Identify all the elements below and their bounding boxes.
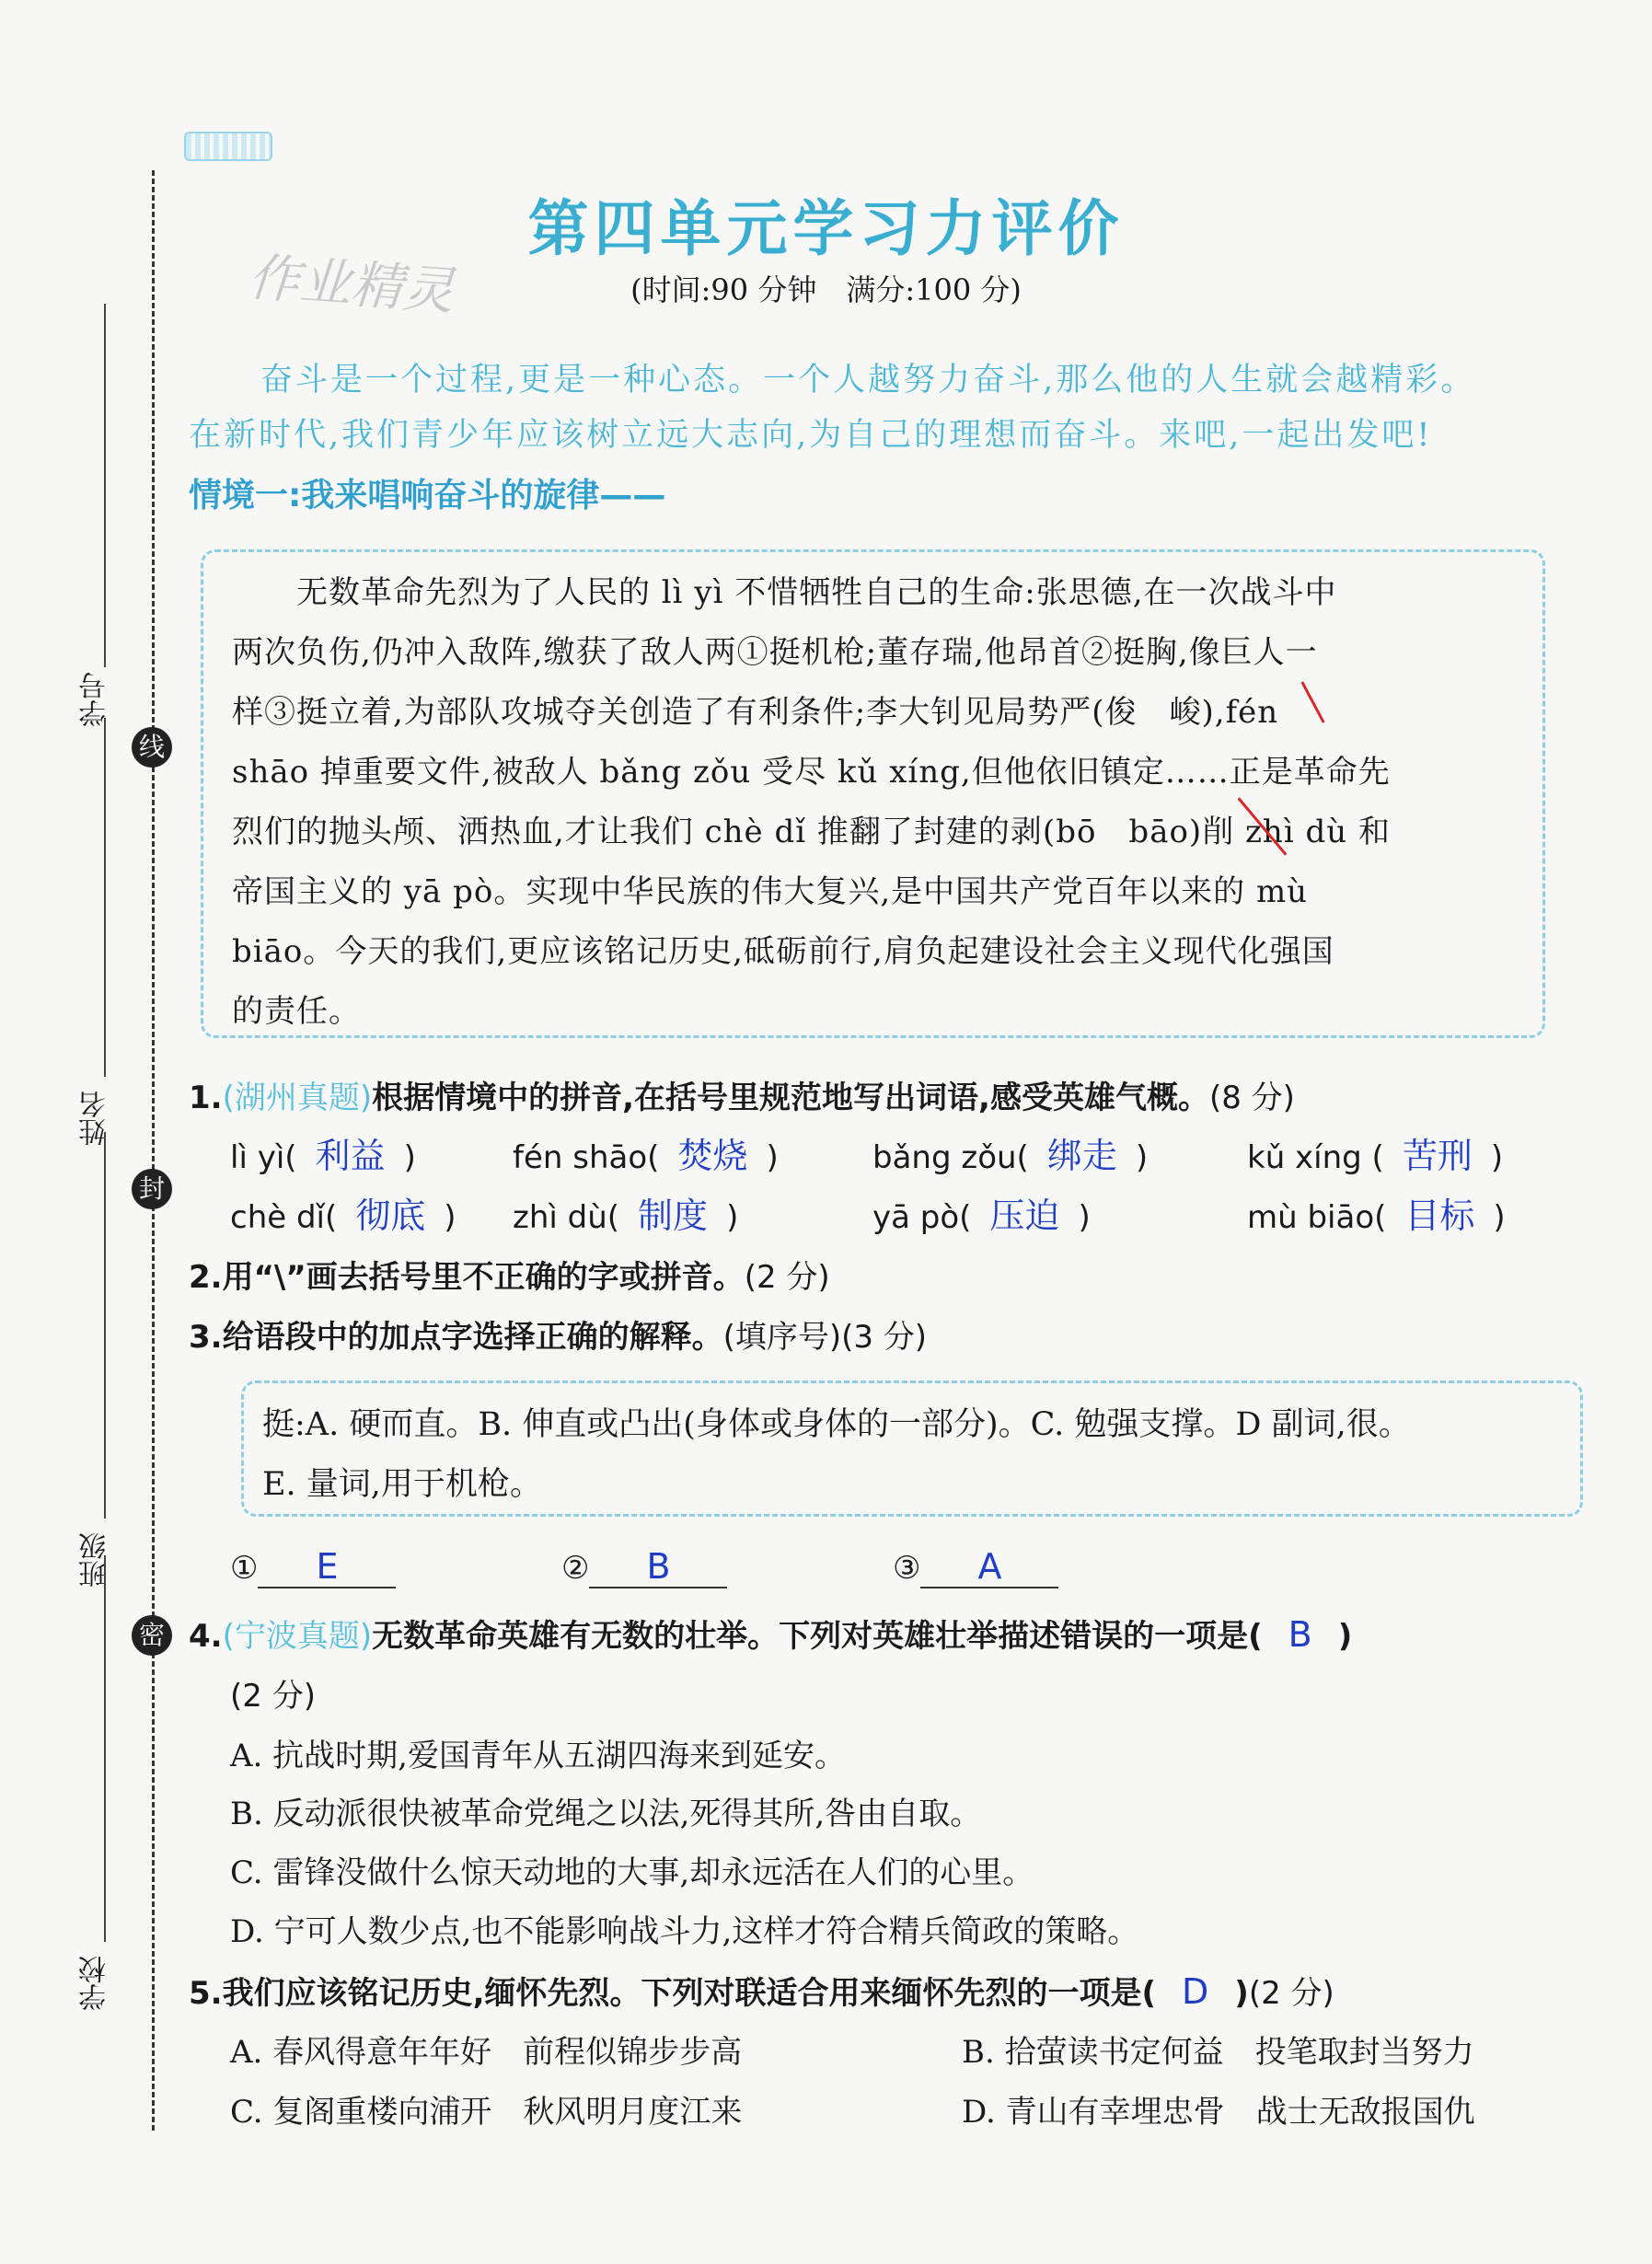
- student-id-label: 学号: [79, 672, 111, 727]
- q1-item: kǔ xíng ( 苦刑 ): [1247, 1136, 1504, 1176]
- question-4: 4.(宁波真题)无数革命英雄有无数的壮举。下列对英雄壮举描述错误的一项是( B ): [189, 1614, 1353, 1655]
- q5-option-d: D. 青山有幸埋忠骨 战士无敌报国仇: [962, 2094, 1475, 2131]
- q1-item: zhì dù( 制度 ): [513, 1196, 739, 1236]
- q4-option-c: C. 雷锋没做什么惊天动地的大事,却永远活在人们的心里。: [230, 1854, 1034, 1891]
- q1-item: bǎng zǒu( 绑走 ): [872, 1136, 1149, 1176]
- q3-text: 给语段中的加点字选择正确的解释。: [222, 1319, 723, 1356]
- passage-line: 的责任。: [232, 993, 361, 1030]
- q3-blank-1: ① E: [230, 1546, 396, 1588]
- q3-blank-3: ③ A: [893, 1546, 1058, 1588]
- q4-option-b: B. 反动派很快被革命党绳之以法,死得其所,咎由自取。: [230, 1796, 982, 1832]
- binding-line: [152, 170, 155, 2131]
- school-line: [104, 1555, 106, 1942]
- q4-text: 无数革命英雄有无数的壮举。下列对英雄壮举描述错误的一项是(: [372, 1618, 1263, 1655]
- q5-points: (2 分): [1248, 1975, 1334, 2012]
- q1-item: fén shāo( 焚烧 ): [513, 1136, 779, 1176]
- seal-mark-xian: 线: [132, 727, 172, 768]
- name-line: [104, 718, 106, 1077]
- q5-option-a: A. 春风得意年年好 前程似锦步步高: [230, 2034, 743, 2071]
- class-line: [104, 1132, 106, 1519]
- page-title: 第四单元学习力评价: [527, 193, 1125, 264]
- q4-answer: B: [1288, 1614, 1312, 1655]
- q4-option-d: D. 宁可人数少点,也不能影响战斗力,这样才符合精兵简政的策略。: [230, 1913, 1139, 1950]
- passage-line: 样③挺立着,为部队攻城夺关创造了有利条件;李大钊见局势严(俊 峻),fén: [232, 694, 1279, 731]
- q3-definition-line-2: E. 量词,用于机枪。: [262, 1466, 542, 1503]
- q4-tag: (宁波真题): [222, 1618, 373, 1655]
- q3-blank-2: ② B: [561, 1546, 727, 1588]
- seal-mark-mi: 密: [132, 1615, 172, 1656]
- passage-line: 帝国主义的 yā pò。实现中华民族的伟大复兴,是中国共产党百年以来的 mù: [232, 873, 1309, 910]
- passage-line: 无数革命先烈为了人民的 lì yì 不惜牺牲自己的生命:张思德,在一次战斗中: [232, 574, 1337, 611]
- q1-text: 根据情境中的拼音,在括号里规范地写出词语,感受英雄气概。: [372, 1080, 1209, 1116]
- q4-option-a: A. 抗战时期,爱国青年从五湖四海来到延安。: [230, 1738, 846, 1774]
- q5-answer: D: [1182, 1971, 1209, 2012]
- q3-num: 3.: [189, 1319, 223, 1356]
- passage-line: biāo。今天的我们,更应该铭记历史,砥砺前行,肩负起建设社会主义现代化强国: [232, 933, 1334, 970]
- q4-num: 4.: [189, 1618, 223, 1655]
- question-3: [189, 1311, 927, 1357]
- q1-item: chè dǐ( 彻底 ): [230, 1196, 456, 1236]
- school-label: 学校: [79, 1956, 111, 2011]
- q5-text: 我们应该铭记历史,缅怀先烈。下列对联适合用来缅怀先烈的一项是(: [222, 1975, 1157, 2012]
- passage-line: 两次负伤,仍冲入敌阵,缴获了敌人两①挺机枪;董存瑞,他昂首②挺胸,像巨人一: [232, 634, 1318, 671]
- passage-line: shāo 掉重要文件,被敌人 bǎng zǒu 受尽 kǔ xíng,但他依旧镇定……正是革命先: [232, 754, 1391, 791]
- passage: [232, 563, 1520, 1042]
- class-label: 班级: [79, 1532, 111, 1588]
- q2-num: 2.: [189, 1259, 223, 1296]
- student-id-line: [104, 304, 106, 667]
- question-5: 5.我们应该铭记历史,缅怀先烈。下列对联适合用来缅怀先烈的一项是( D )(2 分): [189, 1971, 1334, 2012]
- q1-item: mù biāo( 目标 ): [1247, 1196, 1506, 1236]
- question-1: [189, 1072, 1295, 1117]
- q1-item: yā pò( 压迫 ): [872, 1196, 1091, 1236]
- intro-line-1: 奋斗是一个过程,更是一种心态。一个人越努力奋斗,那么他的人生就会越精彩。: [260, 362, 1476, 399]
- q2-points: (2 分): [744, 1259, 830, 1296]
- q1-points: (8 分): [1208, 1080, 1295, 1116]
- q1-num: 1.: [189, 1080, 223, 1116]
- q5-option-c: C. 复阁重楼向浦开 秋风明月度江来: [230, 2094, 743, 2131]
- q3-definition-line-1: 挺:A. 硬而直。B. 伸直或凸出(身体或身体的一部分)。C. 勉强支撑。D 副词,很。: [262, 1406, 1411, 1443]
- question-2: [189, 1252, 830, 1297]
- q4-points: (2 分): [230, 1678, 316, 1715]
- watermark: 作业精灵: [246, 248, 456, 322]
- name-label: 姓名: [79, 1091, 111, 1146]
- q1-tag: (湖州真题): [222, 1080, 373, 1116]
- passage-line: 烈们的抛头颅、洒热血,才让我们 chè dǐ 推翻了封建的剥(bō bāo)削 zhì dù 和: [232, 814, 1391, 850]
- q1-item: lì yì( 利益 ): [230, 1136, 416, 1176]
- intro-line-2: 在新时代,我们青少年应该树立远大志向,为自己的理想而奋斗。来吧,一起出发吧!: [189, 417, 1433, 454]
- section-1-title: 情境一:我来唱响奋斗的旋律——: [189, 477, 666, 514]
- q2-text: 用“\”画去括号里不正确的字或拼音。: [222, 1259, 745, 1296]
- q5-num: 5.: [189, 1975, 223, 2012]
- seal-mark-feng: 封: [132, 1169, 172, 1209]
- q5-option-b: B. 拾萤读书定何益 投笔取封当努力: [962, 2034, 1474, 2071]
- corner-badge: [184, 132, 272, 161]
- q3-points: (填序号)(3 分): [722, 1319, 928, 1356]
- page-subtitle: (时间:90 分钟 满分:100 分): [630, 272, 1022, 307]
